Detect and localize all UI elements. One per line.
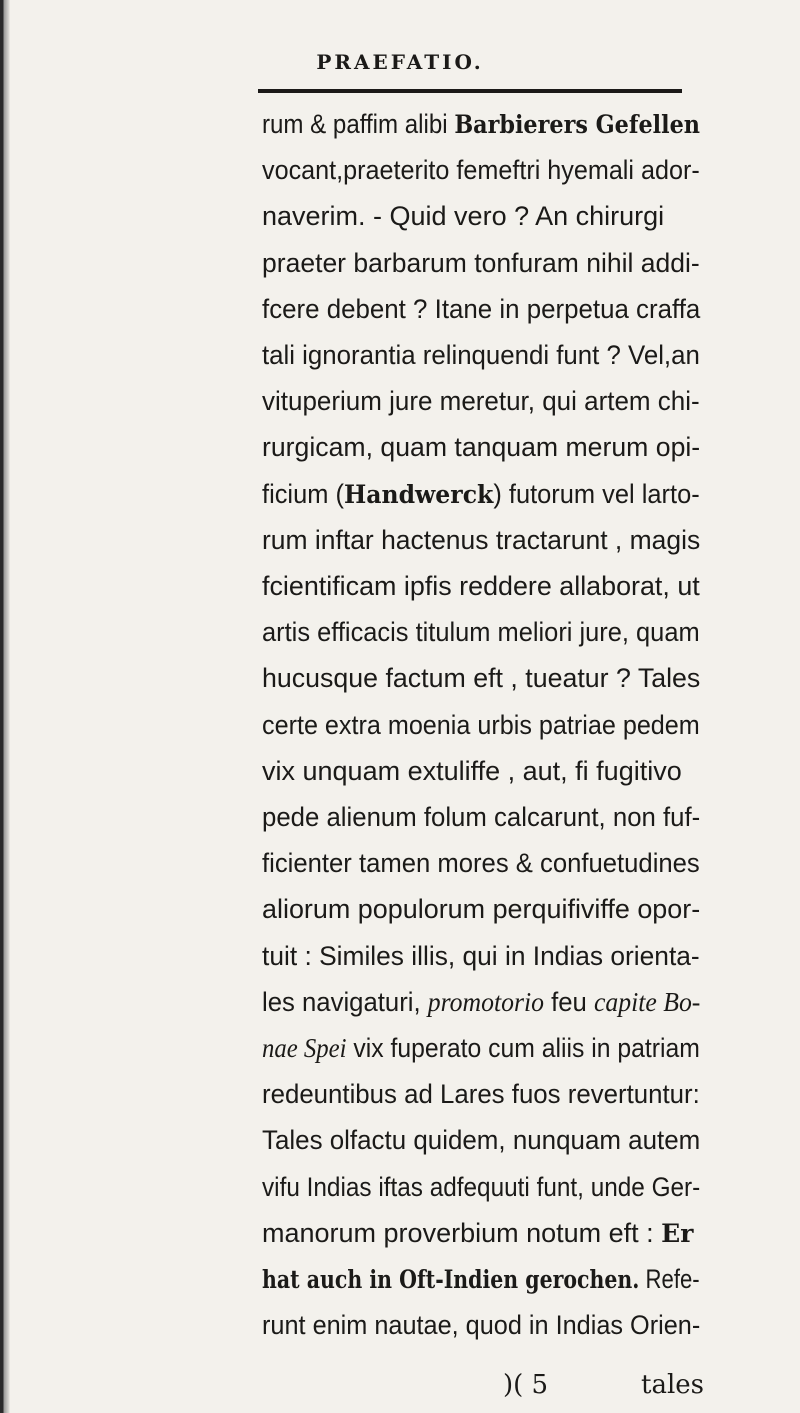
text-line xyxy=(262,199,664,233)
text-line xyxy=(262,892,700,926)
text-span: manorum proverbium notum eft : xyxy=(262,1217,662,1248)
text-span: artis efficacis titulum meliori jure, quam xyxy=(262,617,700,648)
text-line xyxy=(262,1262,700,1297)
text-span: rurgicam, quam tanquam merum opi- xyxy=(262,432,701,463)
text-line xyxy=(262,338,700,372)
catchword: tales xyxy=(641,1370,704,1400)
text-line xyxy=(262,1077,700,1111)
text-line xyxy=(262,939,700,973)
text-span: Tales olfactu quidem, nunquam autem xyxy=(262,1125,701,1156)
text-line xyxy=(262,569,700,603)
text-span: les navigaturi, xyxy=(262,986,428,1017)
text-span: fcientificam ipfis reddere allaborat, ut xyxy=(262,571,700,601)
text-line xyxy=(262,754,682,788)
text-span: rum inftar hactenus tractarunt , magis xyxy=(262,524,701,555)
text-span: vocant,praeterito femeftri hyemali ador- xyxy=(262,155,700,186)
text-line xyxy=(262,615,700,649)
text-line xyxy=(262,708,700,742)
text-span: Handwerck xyxy=(343,479,494,509)
header-rule xyxy=(258,89,682,93)
text-line xyxy=(262,384,700,418)
text-line xyxy=(262,985,700,1019)
page-binding-edge xyxy=(0,0,10,1413)
text-span: ) futorum vel larto- xyxy=(493,478,700,509)
text-span: tali ignorantia relinquendi funt ? Vel,an xyxy=(262,340,700,370)
text-span: pede alienum folum calcarunt, non fuf- xyxy=(262,802,701,832)
text-line xyxy=(262,800,700,834)
text-line xyxy=(262,292,700,326)
text-line xyxy=(262,1308,700,1342)
text-span: ficium ( xyxy=(262,478,344,509)
text-line xyxy=(262,661,700,695)
text-span: hat auch in Oft-Indien gerochen. xyxy=(262,1265,640,1294)
text-span: vix fuperato cum aliis in patriam xyxy=(346,1033,700,1063)
text-span: vituperium jure meretur, qui artem chi- xyxy=(262,386,700,417)
text-span: redeuntibus ad Lares fuos revertuntur: xyxy=(262,1079,700,1110)
text-line xyxy=(262,153,700,187)
text-span: nae Spei xyxy=(262,1033,347,1063)
text-span: certe extra moenia urbis patriae pedem xyxy=(262,709,700,740)
text-line xyxy=(262,477,700,512)
text-span: runt enim nautae, quod in Indias Orien- xyxy=(262,1310,701,1341)
text-span: praeter barbarum tonfuram nihil addi- xyxy=(262,247,700,278)
text-span: vix unquam extuliffe , aut, fi fugitivo xyxy=(262,755,682,786)
text-line xyxy=(262,430,700,464)
text-span: promotorio xyxy=(427,986,544,1017)
text-line xyxy=(262,1216,693,1251)
text-span: Er xyxy=(661,1218,694,1248)
text-line xyxy=(262,1170,700,1204)
running-head: PRAEFATIO. xyxy=(316,50,484,74)
text-span: aliorum populorum perquifiviffe opor- xyxy=(262,894,701,925)
text-span: ficienter tamen mores & confuetudines xyxy=(262,848,700,879)
text-span: fcere debent ? Itane in perpetua craffa xyxy=(262,293,701,324)
text-line xyxy=(262,523,700,557)
text-span: rum & paffim alibi xyxy=(262,109,455,139)
text-span: naverim. - Quid vero ? An chirurgi xyxy=(262,201,665,232)
text-span: feu xyxy=(543,986,594,1017)
signature-mark: )( 5 xyxy=(503,1370,549,1400)
text-span: tuit : Similes illis, qui in Indias orienta- xyxy=(262,940,700,971)
text-line xyxy=(262,1123,700,1157)
text-span: hucusque factum eft , tueatur ? Tales xyxy=(262,663,701,694)
text-line xyxy=(262,107,700,142)
text-span: Refe- xyxy=(639,1264,700,1294)
text-line xyxy=(262,246,700,280)
text-span: vifu Indias iftas adfequuti funt, unde Ger- xyxy=(262,1171,701,1202)
text-line xyxy=(262,846,700,880)
text-span: capite Bo- xyxy=(593,986,701,1017)
text-line xyxy=(262,1031,700,1065)
text-span: Barbierers Gefellen xyxy=(454,110,701,139)
